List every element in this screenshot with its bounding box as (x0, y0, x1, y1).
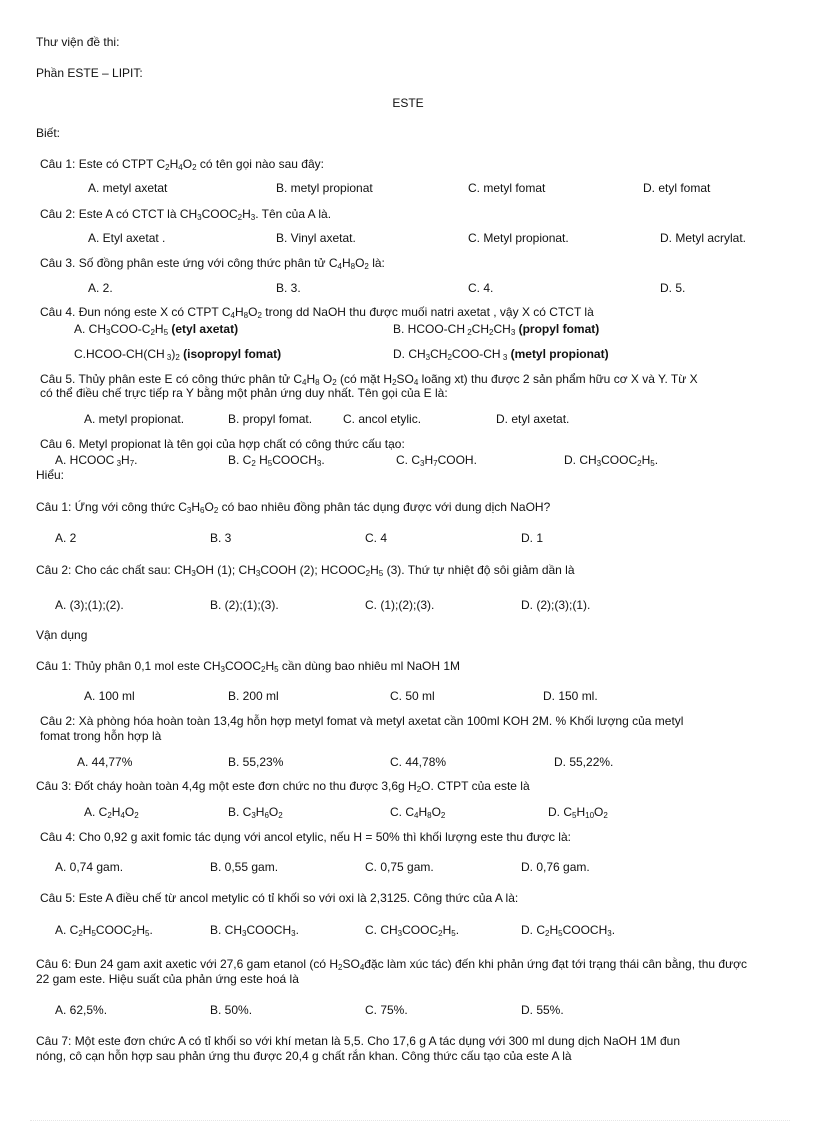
biet-q3-stem: Câu 3. Số đồng phân este ứng với công thức phân tử $C_4H_8O_2$ là: (40, 256, 385, 271)
vd-q2-stem-line1: Câu 2: Xà phòng hóa hoàn toàn 13,4g hỗn hợp metyl fomat và metyl axetat cần 100ml KOH 2M. % Khối lượng của metyl (40, 714, 684, 728)
vd-q1-stem: Câu 1: Thủy phân 0,1 mol este $CH_3COOC_2H_5$ cần dùng bao nhiêu ml NaOH 1M (36, 659, 461, 674)
biet-q6-option-c[interactable]: C. $C_3H_7COOH$. (396, 453, 477, 468)
biet-q1-option-c[interactable]: C. metyl fomat (468, 181, 546, 195)
vd-q2-option-a[interactable]: A. 44,77% (77, 755, 133, 769)
biet-q2-option-b[interactable]: B. Vinyl axetat. (276, 231, 356, 245)
hieu-q1-option-d[interactable]: D. 1 (521, 531, 544, 545)
vd-q4-option-d[interactable]: D. 0,76 gam. (521, 860, 590, 874)
vd-q5-option-d[interactable]: D. $C_2H_5COOCH_3$. (521, 923, 616, 938)
van-dung-heading: Vận dụng (36, 628, 88, 642)
vd-q1-option-b[interactable]: B. 200 ml (228, 689, 279, 703)
topic-title: ESTE (392, 96, 424, 110)
library-label: Thư viện đề thi: (36, 35, 120, 49)
hieu-q1-option-c[interactable]: C. 4 (365, 531, 388, 545)
biet-q1-option-a[interactable]: A. metyl axetat (88, 181, 168, 195)
hieu-q1-option-b[interactable]: B. 3 (210, 531, 232, 545)
hieu-q2-option-b[interactable]: B. (2);(1);(3). (210, 598, 279, 612)
vd-q6-option-c[interactable]: C. 75%. (365, 1003, 408, 1017)
biet-q3-option-d[interactable]: D. 5. (660, 281, 686, 295)
vd-q3-option-d[interactable]: D. $C_5H_{10}O_2$ (548, 805, 608, 820)
vd-q4-option-b[interactable]: B. 0,55 gam. (210, 860, 279, 874)
biet-q6-option-d[interactable]: D. $CH_3COOC_2H_5$. (564, 453, 659, 468)
hieu-q2-option-d[interactable]: D. (2);(3);(1). (521, 598, 591, 612)
biet-q5-option-d[interactable]: D. etyl axetat. (496, 412, 570, 426)
vd-q7-stem-line2: nóng, cô cạn hỗn hợp sau phản ứng thu được 20,4 g chất rắn khan. Công thức cấu tạo của este A là (36, 1049, 572, 1063)
biet-q4-option-c[interactable]: C.HCOO-CH(CH $_3)_2$ (isopropyl fomat) (74, 347, 282, 362)
vd-q2-option-d[interactable]: D. 55,22%. (554, 755, 614, 769)
vd-q3-option-b[interactable]: B. $C_3H_6O_2$ (228, 805, 283, 820)
hieu-q2-option-a[interactable]: A. (3);(1);(2). (55, 598, 124, 612)
hieu-heading: Hiểu: (36, 468, 65, 482)
biet-q4-stem: Câu 4. Đun nóng este X có CTPT $C_4H_8O_2$ trong dd NaOH thu được muối natri axetat , vậy X có CTCT là (40, 305, 594, 320)
biet-q2-option-c[interactable]: C. Metyl propionat. (468, 231, 569, 245)
vd-q4-option-a[interactable]: A. 0,74 gam. (55, 860, 124, 874)
vd-q5-option-c[interactable]: C. $CH_3COOC_2H_5$. (365, 923, 460, 938)
vd-q2-option-b[interactable]: B. 55,23% (228, 755, 284, 769)
vd-q6-stem-line1: Câu 6: Đun 24 gam axit axetic với 27,6 gam etanol (có $H_2SO_4đặc$ làm xúc tác) đến khi phản ứng đạt tới trạng thái cân bằng, thu được (36, 957, 747, 972)
vd-q3-stem: Câu 3: Đốt cháy hoàn toàn 4,4g một este đơn chức no thu được 3,6g $H_2O$. CTPT của este là (36, 779, 530, 794)
biet-q5-stem-line2: có thể điều chế trực tiếp ra Y bằng một phản ứng duy nhất. Tên gọi của E là: (40, 386, 448, 400)
vd-q6-option-d[interactable]: D. 55%. (521, 1003, 564, 1017)
vd-q2-option-c[interactable]: C. 44,78% (390, 755, 447, 769)
hieu-q2-option-c[interactable]: C. (1);(2);(3). (365, 598, 435, 612)
vd-q6-option-b[interactable]: B. 50%. (210, 1003, 253, 1017)
biet-q5-stem-line1: Câu 5. Thủy phân este E có công thức phân tử $C_4H_8$ $O_2$ (có mặt $H_2SO_4$ loãng xt) thu được 2 sản phẩm hữu cơ X và Y. Từ X (40, 372, 698, 387)
vd-q4-stem: Câu 4: Cho 0,92 g axit fomic tác dụng với ancol etylic, nếu H = 50% thì khối lượng este thu được là: (40, 830, 571, 844)
vd-q6-stem-line2: 22 gam este. Hiệu suất của phản ứng este hoá là (36, 972, 299, 986)
hieu-q1-option-a[interactable]: A. 2 (55, 531, 77, 545)
biet-q6-option-a[interactable]: A. HCOOC $_3H_7$. (55, 453, 138, 468)
vd-q3-option-a[interactable]: A. $C_2H_4O_2$ (84, 805, 139, 820)
vd-q5-option-b[interactable]: B. $CH_3COOCH_3$. (210, 923, 299, 938)
biet-q5-option-b[interactable]: B. propyl fomat. (228, 412, 313, 426)
section-title: Phần ESTE – LIPIT: (36, 66, 143, 80)
biet-q5-option-a[interactable]: A. metyl propionat. (84, 412, 185, 426)
biet-q6-stem: Câu 6. Metyl propionat là tên gọi của hợp chất có công thức cấu tạo: (40, 437, 405, 451)
vd-q7-stem-line1: Câu 7: Một este đơn chức A có tỉ khối so với khí metan là 5,5. Cho 17,6 g A tác dụng với 300 ml dung dịch NaOH 1M đun (36, 1034, 680, 1048)
biet-q3-option-c[interactable]: C. 4. (468, 281, 494, 295)
vd-q1-option-d[interactable]: D. 150 ml. (543, 689, 598, 703)
biet-q1-option-d[interactable]: D. etyl fomat (643, 181, 711, 195)
biet-q4-option-d[interactable]: D. $CH_3CH_2COO-CH$ $_3$ (metyl propionat) (393, 347, 609, 362)
biet-q1-option-b[interactable]: B. metyl propionat (276, 181, 373, 195)
biet-heading: Biết: (36, 126, 61, 140)
biet-q2-option-d[interactable]: D. Metyl acrylat. (660, 231, 747, 245)
hieu-q1-stem: Câu 1: Ứng với công thức $C_3H_6O_2$ có bao nhiêu đồng phân tác dụng được với dung dịch NaOH? (36, 500, 551, 515)
vd-q5-stem: Câu 5: Este A điều chế từ ancol metylic có tỉ khối so với oxi là 2,3125. Công thức của A là: (40, 891, 519, 905)
biet-q4-option-b[interactable]: B. HCOO-CH $_2CH_2CH_3$ (propyl fomat) (393, 322, 600, 337)
page-bottom-rule (30, 1120, 790, 1121)
biet-q4-option-a[interactable]: A. $CH_3COO-C_2H_5$ (etyl axetat) (74, 322, 239, 337)
biet-q3-option-a[interactable]: A. 2. (88, 281, 113, 295)
vd-q2-stem-line2: fomat trong hỗn hợp là (40, 729, 162, 743)
biet-q5-option-c[interactable]: C. ancol etylic. (343, 412, 422, 426)
vd-q1-option-a[interactable]: A. 100 ml (84, 689, 135, 703)
vd-q6-option-a[interactable]: A. 62,5%. (55, 1003, 108, 1017)
biet-q6-option-b[interactable]: B. $C_2$ $H_5COOCH_3$. (228, 453, 325, 468)
hieu-q2-stem: Câu 2: Cho các chất sau: $CH_3OH$ (1); $CH_3COOH$ (2); $HCOOC_2H_5$ (3). Thứ tự nhiệt độ sôi giảm dần là (36, 563, 575, 578)
biet-q2-stem: Câu 2: Este A có CTCT là $CH_3COOC_2H_3$. Tên của A là. (40, 207, 332, 222)
vd-q5-option-a[interactable]: A. $C_2H_5COOC_2H_5$. (55, 923, 153, 938)
biet-q3-option-b[interactable]: B. 3. (276, 281, 301, 295)
vd-q1-option-c[interactable]: C. 50 ml (390, 689, 435, 703)
vd-q4-option-c[interactable]: C. 0,75 gam. (365, 860, 434, 874)
biet-q1-stem: Câu 1: Este có CTPT $C_2H_4O_2$ có tên gọi nào sau đây: (40, 157, 324, 172)
biet-q2-option-a[interactable]: A. Etyl axetat . (88, 231, 166, 245)
vd-q3-option-c[interactable]: C. $C_4H_8O_2$ (390, 805, 446, 820)
